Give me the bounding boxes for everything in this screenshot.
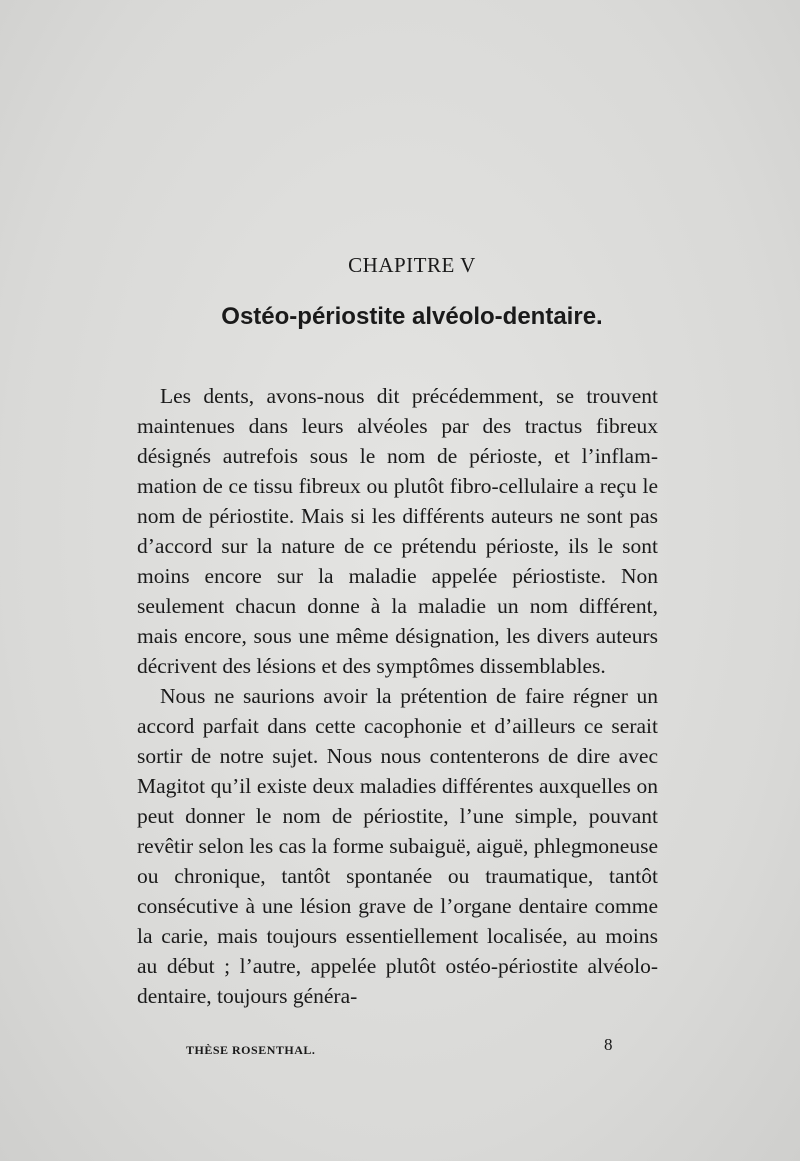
chapter-heading: CHAPITRE V <box>348 253 476 277</box>
paragraph-2: Nous ne saurions avoir la prétention de faire régner un accord parfait dans cette cacophonie et d’ailleurs ce serait sortir de notre sujet. Nous nous contenterons de dire avec Magitot qu’il existe deux maladies différentes auxquelles on peut donner le nom de périostite, l’une simple, pouvant revêtir selon les cas la forme subaiguë, aiguë, phlegmoneuse ou chronique, tantôt spontanée ou traumatique, tantôt consécutive à une lésion grave de l’organe dentaire comme la carie, mais toujours essentiellement localisée, au moins au début ; l’autre, appelée plutôt ostéo-périostite alvéolo-dentaire, toujours généra- <box>137 684 658 1008</box>
paragraph-1: Les dents, avons-nous dit précédemment, se trouvent maintenues dans leurs alvéoles par des tractus fibreux désignés autrefois sous le nom de périoste, et l’inflammation de ce tissu fibreux ou plutôt fibro-cellulaire a reçu le nom de périostite. Mais si les différents auteurs ne sont pas d’accord sur la nature de ce prétendu périoste, ils le sont moins encore sur la maladie appelée périostiste. Non seulement chacun donne à la maladie un nom différent, mais encore, sous une même désignation, les divers auteurs décrivent des lésions et des symptômes dissemblables. <box>137 384 658 678</box>
body-text <box>137 381 658 1011</box>
sheet-number: 8 <box>604 1035 613 1054</box>
section-title: Ostéo-périostite alvéolo-dentaire. <box>221 303 603 330</box>
footer-signature: THÈSE ROSENTHAL. <box>186 1043 316 1057</box>
